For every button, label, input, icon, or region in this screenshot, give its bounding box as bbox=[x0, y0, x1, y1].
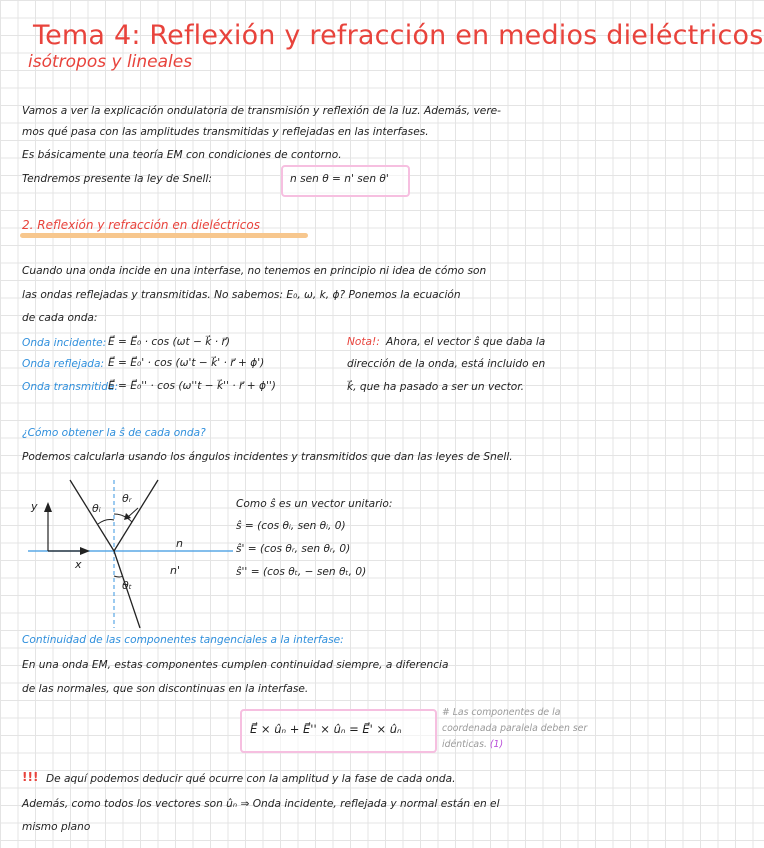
section-heading-highlight bbox=[20, 233, 308, 238]
continuity-line-2: de las normales, que son discontinuas en la interfase. bbox=[22, 683, 309, 695]
snell-lead: Tendremos presente la ley de Snell: bbox=[22, 173, 212, 185]
side-note-line-2: coordenada paralela deben ser bbox=[442, 723, 588, 734]
theta-t-label: θₜ bbox=[122, 579, 132, 592]
angle-arc-transmitted bbox=[114, 576, 123, 577]
incident-wave-equation: E⃗ = E⃗₀ · cos (ωt − k⃗ · r⃗) bbox=[108, 336, 231, 348]
page-subtitle: isótropos y lineales bbox=[28, 52, 193, 72]
transmitted-wave-label: Onda transmitida: bbox=[22, 381, 119, 393]
note-label: Nota!: bbox=[347, 336, 380, 348]
paragraph-line-3: de cada onda: bbox=[22, 312, 98, 324]
s-vector-transmitted: ŝ'' = (cos θₜ, − sen θₜ, 0) bbox=[236, 566, 367, 578]
reflected-ray bbox=[114, 480, 158, 551]
reflected-angle-pointer-head bbox=[124, 513, 131, 520]
angle-arc-incident bbox=[98, 520, 114, 525]
conclusion-line-2: Además, como todos los vectores son ûₙ ⇒ Onda incidente, reflejada y normal están en el bbox=[22, 798, 500, 810]
conclusion-line-3: mismo plano bbox=[22, 821, 91, 833]
intro-line-3: Es básicamente una teoría EM con condiciones de contorno. bbox=[22, 149, 342, 161]
note-line-1: Ahora, el vector ŝ que daba la bbox=[386, 336, 546, 348]
theta-r-label: θᵣ bbox=[122, 492, 132, 505]
x-axis-label: x bbox=[75, 558, 82, 571]
y-axis-arrow bbox=[44, 502, 52, 512]
note-line-2: dirección de la onda, está incluido en bbox=[347, 358, 546, 370]
continuity-line-1: En una onda EM, estas componentes cumplen continuidad siempre, a diferencia bbox=[22, 659, 449, 671]
conclusion-line-1: De aquí podemos deducir qué ocurre con la amplitud y la fase de cada onda. bbox=[46, 773, 456, 785]
x-axis-arrow bbox=[80, 547, 90, 555]
transmitted-wave-equation: E⃗ = E⃗₀'' · cos (ω''t − k⃗'' · r⃗ + ϕ'') bbox=[108, 380, 276, 392]
side-note bbox=[442, 705, 632, 753]
intro-line-2: mos qué pasa con las amplitudes transmitidas y reflejadas en las interfases. bbox=[22, 126, 429, 138]
equation-number: (1) bbox=[489, 739, 504, 750]
unit-vector-lead: Como ŝ es un vector unitario: bbox=[236, 498, 393, 510]
note-line-3: k⃗, que ha pasado a ser un vector. bbox=[347, 381, 524, 393]
paragraph-line-1: Cuando una onda incide en una interfase, no tenemos en principio ni idea de cómo son bbox=[22, 265, 487, 277]
s-explanation: Podemos calcularla usando los ángulos incidentes y transmitidos que dan las leyes de Snell. bbox=[22, 451, 513, 463]
attention-marks: !!! bbox=[22, 770, 39, 784]
side-note-line-1: # Las componentes de la bbox=[442, 707, 561, 718]
reflected-wave-label: Onda reflejada: bbox=[22, 358, 105, 370]
incident-ray bbox=[70, 480, 114, 551]
incident-wave-label: Onda incidente: bbox=[22, 337, 107, 349]
n-prime-label: n' bbox=[170, 564, 180, 577]
snell-law: n sen θ = n' sen θ' bbox=[290, 173, 389, 185]
y-axis-label: y bbox=[31, 500, 38, 513]
paragraph-line-2: las ondas reflejadas y transmitidas. No sabemos: E₀, ω, k, ϕ? Ponemos la ecuación bbox=[22, 289, 461, 301]
side-note-line-3: idénticas. bbox=[442, 739, 487, 750]
continuity-equation: E⃗ × ûₙ + E⃗'' × ûₙ = E⃗' × ûₙ bbox=[250, 722, 402, 736]
side-note-line-3-row bbox=[442, 737, 632, 753]
s-vector-incident: ŝ = (cos θᵢ, sen θᵢ, 0) bbox=[236, 520, 346, 532]
section-heading: 2. Reflexión y refracción en dieléctricos bbox=[22, 218, 260, 232]
refraction-diagram bbox=[28, 480, 238, 630]
reflected-wave-equation: E⃗ = E⃗₀' · cos (ω't − k⃗' · r⃗ + ϕ') bbox=[108, 357, 265, 369]
continuity-heading: Continuidad de las componentes tangenciales a la interfase: bbox=[22, 634, 344, 646]
page-title: Tema 4: Reflexión y refracción en medios dieléctricos bbox=[33, 20, 764, 51]
n-label: n bbox=[176, 537, 183, 550]
s-heading: ¿Cómo obtener la ŝ de cada onda? bbox=[22, 427, 206, 439]
theta-i-label: θᵢ bbox=[92, 502, 101, 515]
s-vector-reflected: ŝ' = (cos θᵣ, sen θᵣ, 0) bbox=[236, 543, 351, 555]
intro-line-1: Vamos a ver la explicación ondulatoria de transmisión y reflexión de la luz. Además, vere- bbox=[22, 105, 502, 117]
